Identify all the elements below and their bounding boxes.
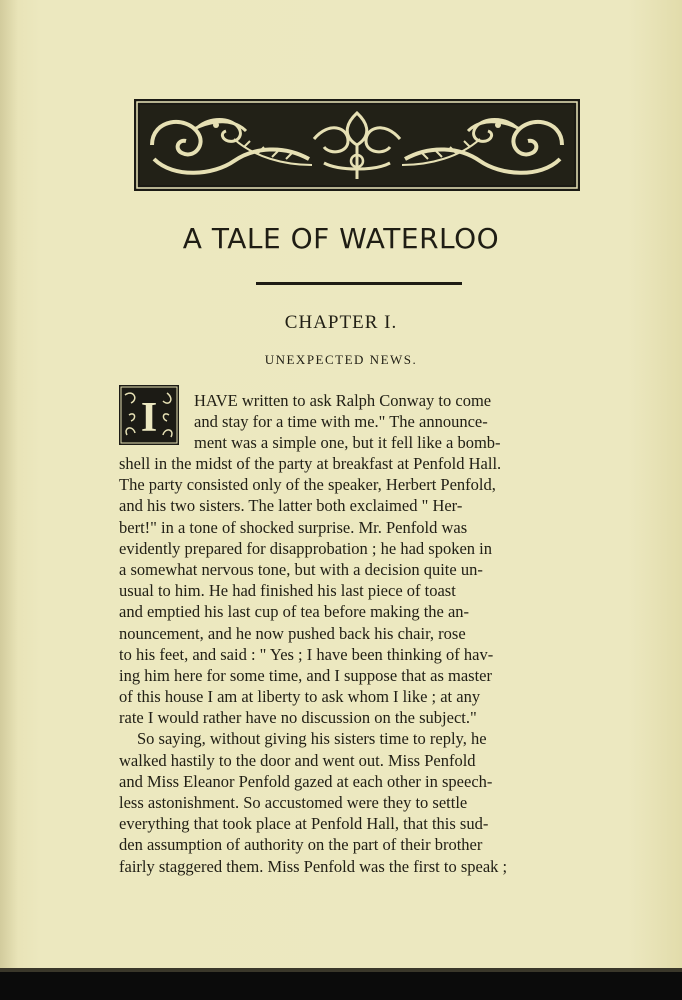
text-line: usual to him. He had finished his last piece of toast [119, 581, 456, 601]
chapter-heading: CHAPTER I. [284, 312, 398, 333]
text-line: rate I would rather have no discussion on the subject." [119, 708, 477, 728]
text-line: ing him here for some time, and I suppose that as master [119, 665, 492, 685]
binding-shadow [0, 0, 18, 1000]
chapter-body [119, 453, 599, 877]
text-line: and his two sisters. The latter both exclaimed " Her- [119, 496, 463, 516]
ornamental-headpiece [134, 99, 580, 191]
drop-cap-letter: I [140, 395, 158, 441]
text-line: a somewhat nervous tone, but with a decision quite un- [119, 559, 483, 579]
text-line: bert!" in a tone of shocked surprise. Mr. Penfold was [119, 517, 468, 537]
text-line: to his feet, and said : " Yes ; I have been thinking of hav- [119, 644, 494, 664]
text-line: of this house I am at liberty to ask whom I like ; at any [119, 687, 481, 707]
text-line: den assumption of authority on the part of their brother [119, 835, 483, 855]
text-line: evidently prepared for disapprobation ; he had spoken in [119, 538, 492, 558]
text-line: walked hastily to the door and went out. Miss Penfold [119, 750, 476, 770]
first-paragraph-line: ment was a simple one, but it fell like a bomb- [194, 433, 501, 452]
chapter-subtitle: UNEXPECTED NEWS. [264, 352, 418, 367]
paragraph-start-line: So saying, without giving his sisters time to reply, he [137, 729, 487, 749]
page-edge-lip [0, 968, 682, 972]
text-line: shell in the midst of the party at breakfast at Penfold Hall. [119, 454, 502, 473]
drop-cap-initial [119, 385, 179, 445]
text-line: and emptied his last cup of tea before making the an- [119, 602, 470, 622]
text-line: nouncement, and he now pushed back his chair, rose [119, 623, 466, 643]
scan-bottom-edge [0, 968, 682, 1000]
text-line: everything that took place at Penfold Hall, that this sud- [119, 814, 489, 834]
text-line: fairly staggered them. Miss Penfold was the first to speak ; [119, 856, 508, 876]
text-line: less astonishment. So accustomed were they to settle [119, 793, 468, 812]
first-paragraph-line: and stay for a time with me." The announce- [194, 412, 488, 431]
title-divider [256, 282, 462, 285]
text-line: and Miss Eleanor Penfold gazed at each other in speech- [119, 771, 493, 791]
first-paragraph-line: HAVE written to ask Ralph Conway to come [194, 391, 492, 410]
book-title: A TALE OF WATERLOO [182, 222, 500, 255]
text-line: The party consisted only of the speaker, Herbert Penfold, [119, 475, 496, 495]
